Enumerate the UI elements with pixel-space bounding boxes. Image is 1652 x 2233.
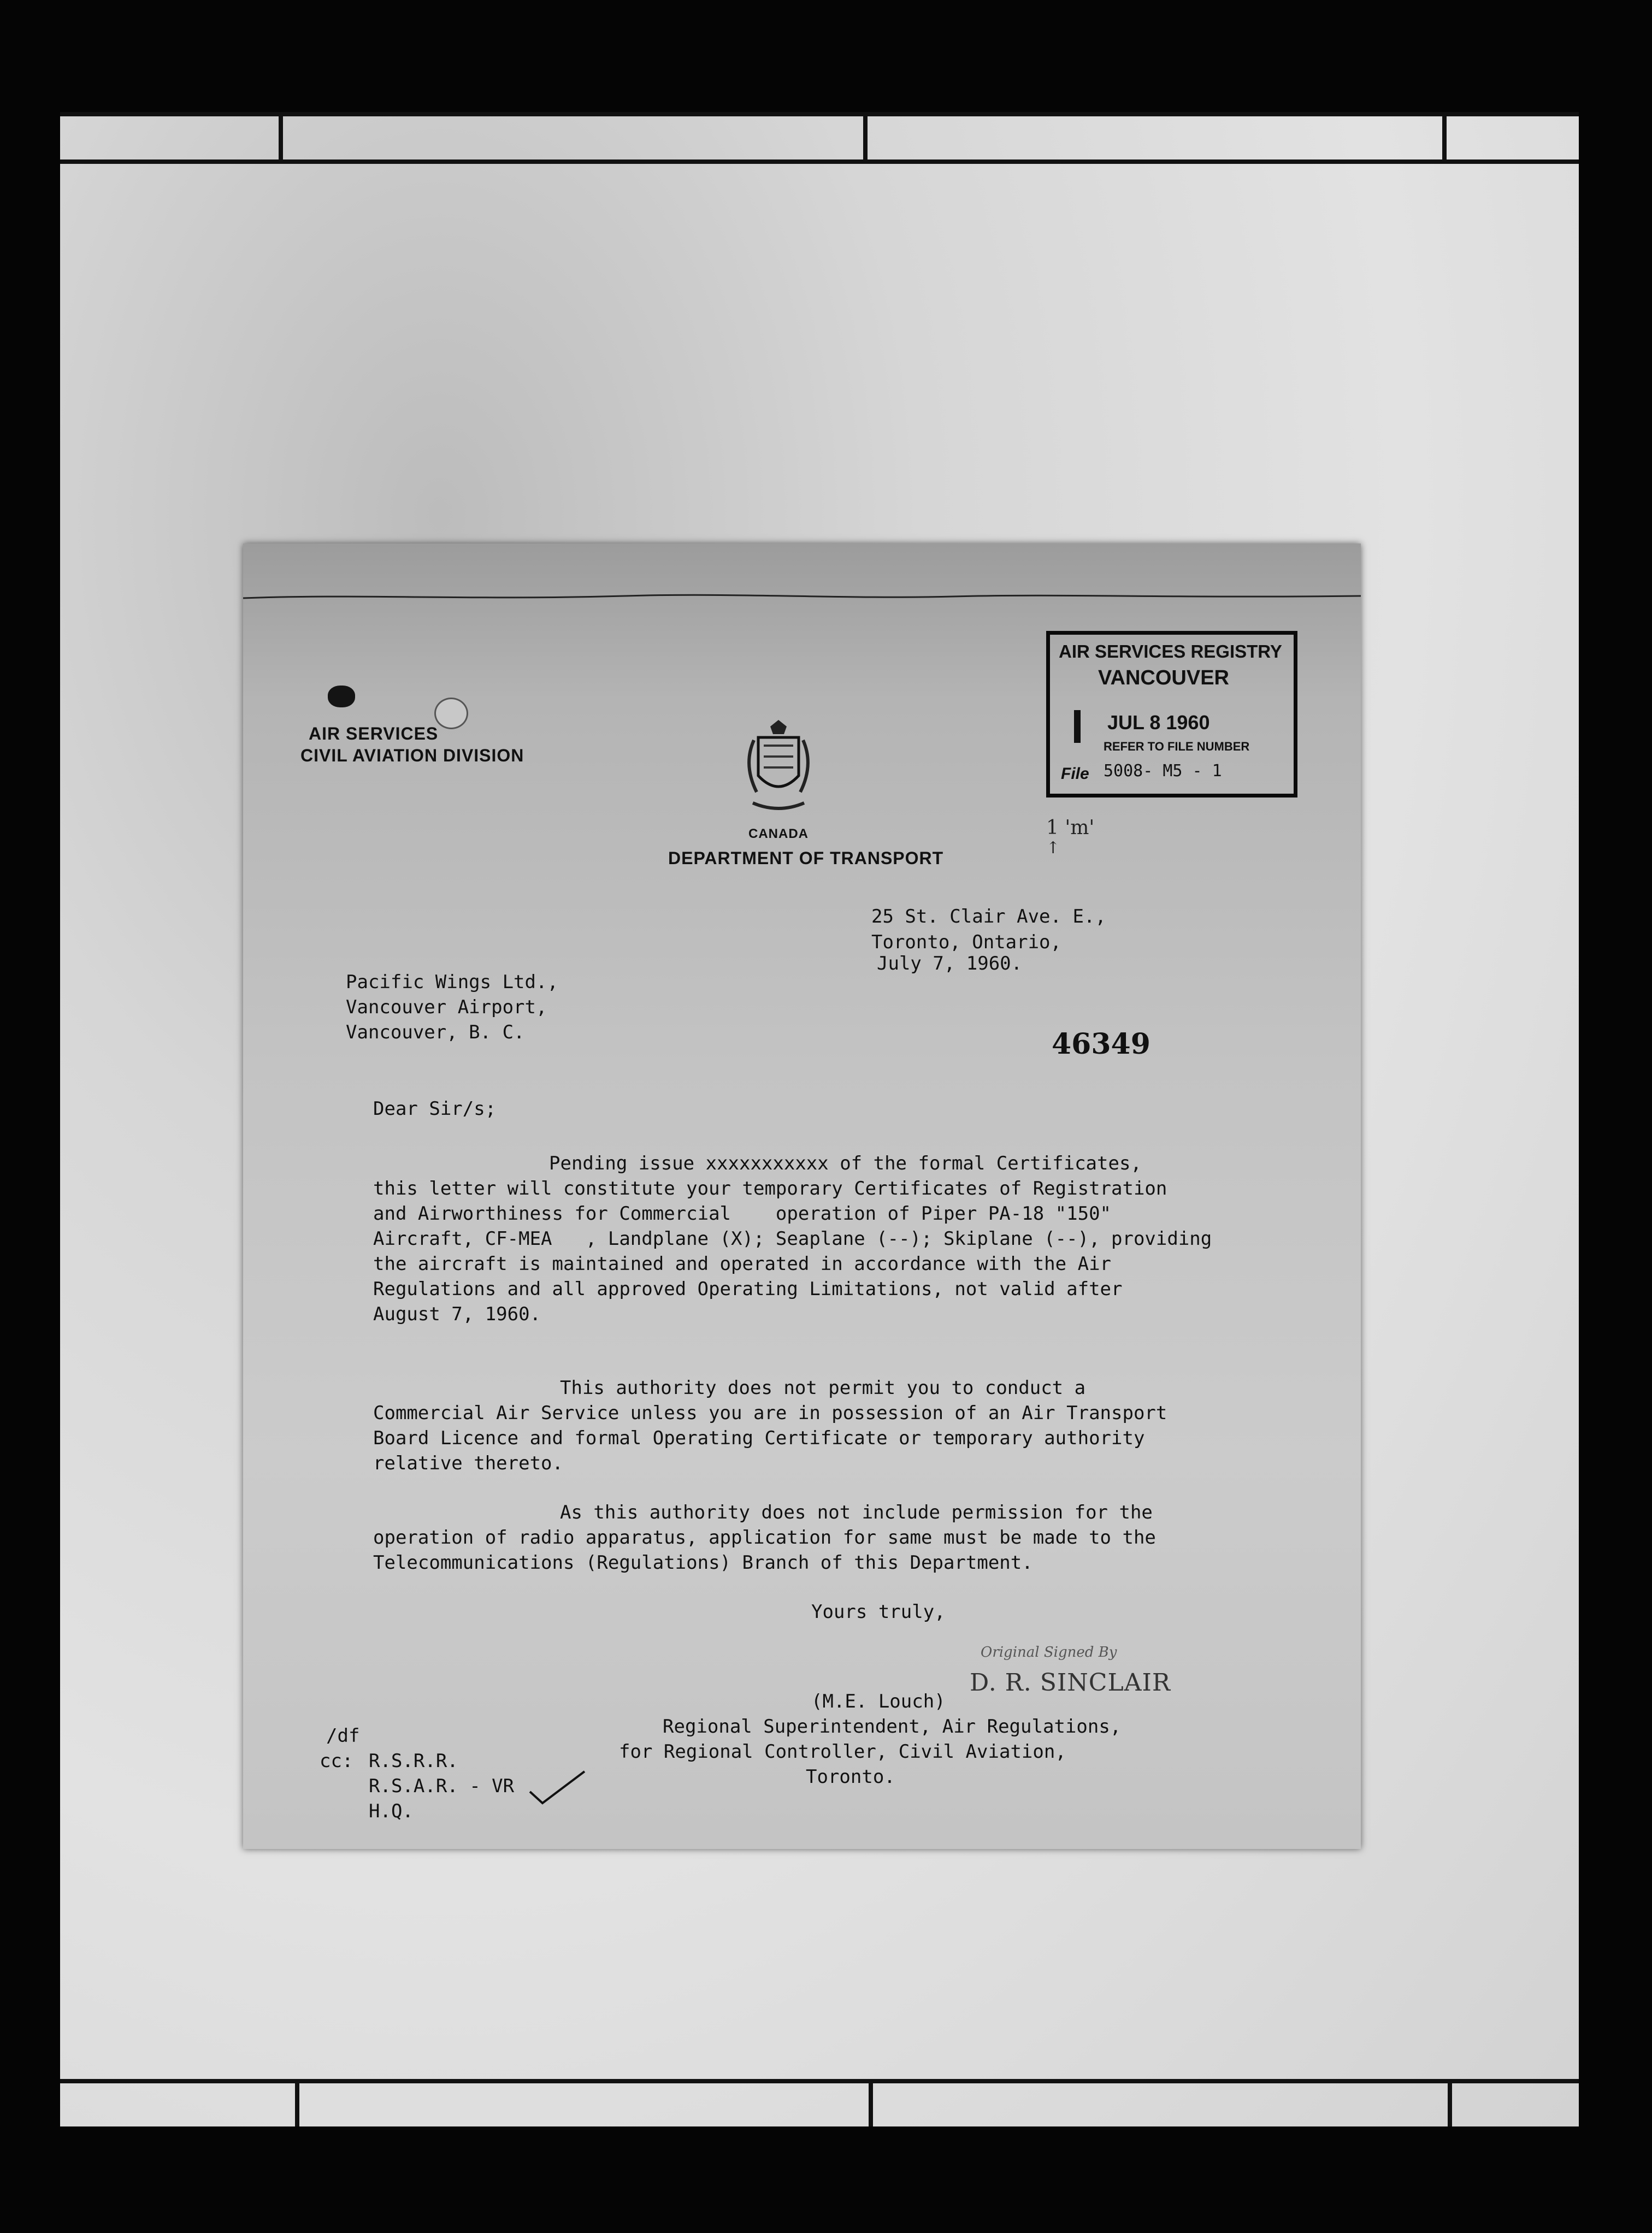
canada-coat-of-arms-icon	[738, 716, 819, 819]
stamp-refer-label: REFER TO FILE NUMBER	[1104, 740, 1250, 753]
paragraph1-line: Aircraft, CF-MEA , Landplane (X); Seaplane (--); Skiplane (--), providing	[373, 1228, 1212, 1250]
recipient-line: Vancouver, B. C.	[346, 1021, 525, 1043]
sender-city: Toronto, Ontario,	[871, 931, 1061, 953]
typist-initials: /df	[326, 1725, 360, 1747]
recipient-line: Vancouver Airport,	[346, 996, 547, 1018]
file-number: 46349	[1052, 1027, 1150, 1061]
handwritten-marks: 1 'm'	[1046, 817, 1095, 839]
stamp-title: AIR SERVICES REGISTRY	[1059, 641, 1282, 661]
signatory-location: Toronto.	[806, 1766, 895, 1788]
cc-recipient: R.S.A.R. - VR	[369, 1775, 515, 1797]
country-label: CANADA	[748, 826, 809, 841]
paragraph2-line: This authority does not permit you to conduct a	[560, 1377, 1086, 1399]
film-divider	[279, 116, 283, 160]
signatory-title: for Regional Controller, Civil Aviation,	[619, 1741, 1066, 1763]
film-strip-bottom	[60, 2079, 1579, 2126]
cc-label: cc:	[320, 1750, 353, 1772]
department-label: DEPARTMENT OF TRANSPORT	[668, 848, 944, 868]
paragraph1-line: Pending issue xxxxxxxxxxx of the formal Certificates,	[549, 1153, 1142, 1174]
paragraph2-line: relative thereto.	[373, 1452, 563, 1474]
paragraph1-line: the aircraft is maintained and operated in accordance with the Air	[373, 1253, 1112, 1275]
cc-recipient: R.S.R.R.	[369, 1750, 458, 1772]
cc-recipient: H.Q.	[369, 1800, 414, 1822]
film-divider	[869, 2083, 873, 2126]
original-signer-stamp: D. R. SINCLAIR	[970, 1669, 1171, 1697]
film-divider	[295, 2083, 299, 2126]
signatory-title: Regional Superintendent, Air Regulations,	[663, 1716, 1122, 1738]
org-line-civil-aviation: CIVIL AVIATION DIVISION	[300, 746, 524, 765]
film-divider	[863, 116, 868, 160]
film-divider	[1442, 116, 1447, 160]
paragraph2-line: Board Licence and formal Operating Certificate or temporary authority	[373, 1427, 1145, 1449]
stamp-date: JUL 8 1960	[1107, 711, 1210, 734]
ink-blot	[328, 686, 355, 707]
paragraph3-line: Telecommunications (Regulations) Branch of this Department.	[373, 1552, 1033, 1574]
punch-hole	[434, 698, 468, 729]
org-line-air-services: AIR SERVICES	[309, 724, 439, 743]
original-signed-label: Original Signed By	[981, 1644, 1117, 1661]
closing: Yours truly,	[811, 1601, 946, 1623]
paragraph3-line: operation of radio apparatus, application for same must be made to the	[373, 1527, 1156, 1549]
fold-line	[243, 592, 1361, 602]
salutation: Dear Sir/s;	[373, 1098, 497, 1120]
film-divider	[1448, 2083, 1452, 2126]
paragraph3-line: As this authority does not include permission for the	[560, 1502, 1153, 1523]
stamp-city: VANCOUVER	[1098, 666, 1229, 689]
stamp-bar	[1074, 710, 1081, 743]
paragraph1-line: Regulations and all approved Operating Limitations, not valid after	[373, 1278, 1123, 1300]
film-strip-top	[60, 112, 1579, 164]
letter-page	[243, 544, 1361, 1849]
paragraph1-line: this letter will constitute your temporary Certificates of Registration	[373, 1178, 1167, 1200]
handwritten-arrow: ↑	[1046, 838, 1060, 858]
sender-street: 25 St. Clair Ave. E.,	[871, 906, 1106, 928]
registry-stamp	[1046, 631, 1297, 798]
paragraph1-line: and Airworthiness for Commercial operation of Piper PA-18 "150"	[373, 1203, 1112, 1225]
paragraph1-line: August 7, 1960.	[373, 1303, 541, 1325]
stamp-file-number: 5008- M5 - 1	[1104, 761, 1222, 781]
letter-date: July 7, 1960.	[877, 953, 1023, 974]
paragraph2-line: Commercial Air Service unless you are in possession of an Air Transport	[373, 1402, 1167, 1424]
microfilm-frame	[60, 112, 1579, 2126]
stamp-file-label: File	[1061, 765, 1089, 783]
checkmark-icon	[527, 1767, 587, 1805]
signatory-name: (M.E. Louch)	[811, 1691, 946, 1712]
recipient-line: Pacific Wings Ltd.,	[346, 971, 558, 993]
